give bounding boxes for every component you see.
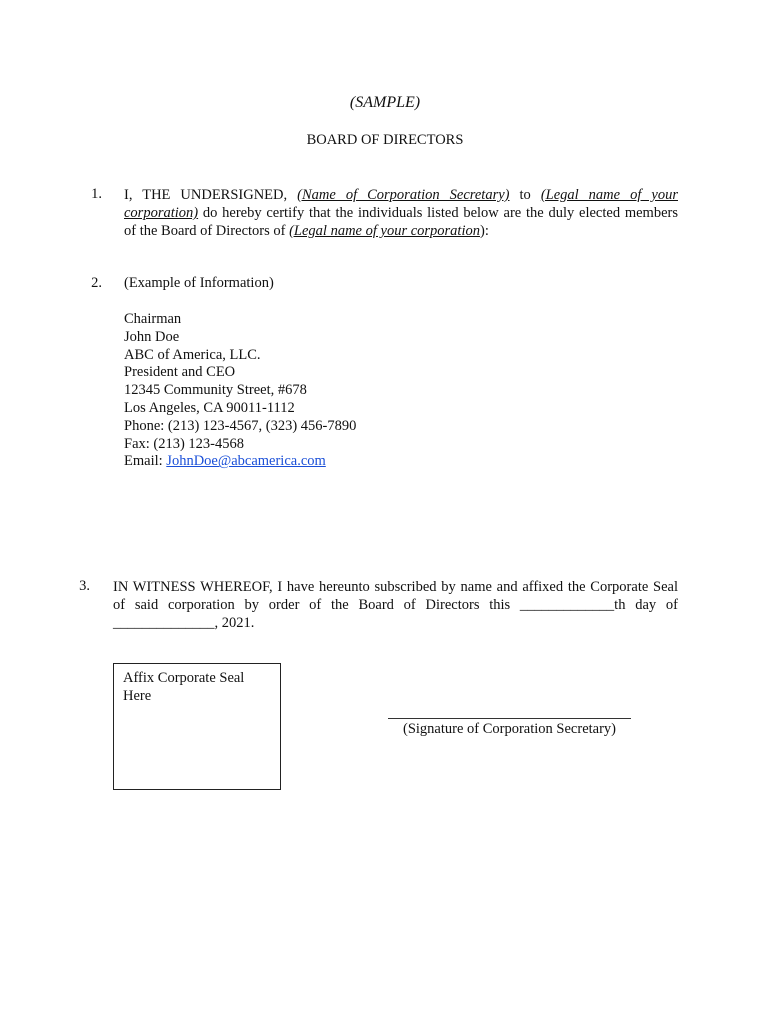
corporate-seal-box bbox=[113, 663, 281, 790]
info-line: John Doe bbox=[124, 328, 180, 345]
item-2-heading: (Example of Information) bbox=[124, 275, 274, 291]
item-3-paragraph: IN WITNESS WHEREOF, I have hereunto subscribed by name and affixed the Corporate Seal of said corporation by order of the Board of Directors this _____________th day of ______________, 2021. bbox=[113, 579, 678, 631]
item-3-number: 3. bbox=[79, 578, 90, 594]
info-line: ABC of America, LLC. bbox=[124, 346, 261, 363]
info-line: Phone: (213) 123-4567, (323) 456-7890 bbox=[124, 417, 357, 434]
signature-line bbox=[388, 718, 631, 719]
corporation-name-placeholder: (Legal name of your corporation) bbox=[124, 187, 678, 221]
secretary-name-placeholder: (Name of Corporation Secretary) bbox=[297, 187, 510, 203]
item-2-number: 2. bbox=[91, 275, 102, 291]
info-line: President and CEO bbox=[124, 364, 236, 381]
info-line: Fax: (213) 123-4568 bbox=[124, 435, 245, 452]
info-line: Los Angeles, CA 90011-1112 bbox=[124, 399, 295, 416]
signature-label: (Signature of Corporation Secretary) bbox=[403, 721, 616, 737]
info-line: 12345 Community Street, #678 bbox=[124, 382, 307, 399]
item-1-paragraph bbox=[124, 186, 678, 240]
corporation-name-placeholder-2: (Legal name of your corporation bbox=[289, 223, 480, 239]
director-info-block bbox=[124, 311, 356, 471]
email-line bbox=[124, 453, 356, 471]
email-label: Email: bbox=[124, 453, 167, 470]
item-1-number: 1. bbox=[91, 186, 102, 202]
seal-label-line-1: Affix Corporate Seal bbox=[123, 670, 245, 686]
seal-label-line-2: Here bbox=[123, 687, 152, 704]
document-subtitle: BOARD OF DIRECTORS bbox=[306, 132, 464, 148]
item-1-text-end: ): bbox=[480, 223, 489, 239]
item-1-text-to: to bbox=[509, 187, 541, 203]
item-1-text-start: I, THE UNDERSIGNED, bbox=[124, 187, 298, 203]
info-line: Chairman bbox=[124, 311, 182, 327]
email-link[interactable]: JohnDoe@abcamerica.com bbox=[166, 453, 326, 470]
item-1-text-middle: do hereby certify that the individuals listed below are the duly elected members of the Board of Directors of bbox=[124, 205, 678, 239]
document-title: (SAMPLE) bbox=[349, 94, 421, 111]
